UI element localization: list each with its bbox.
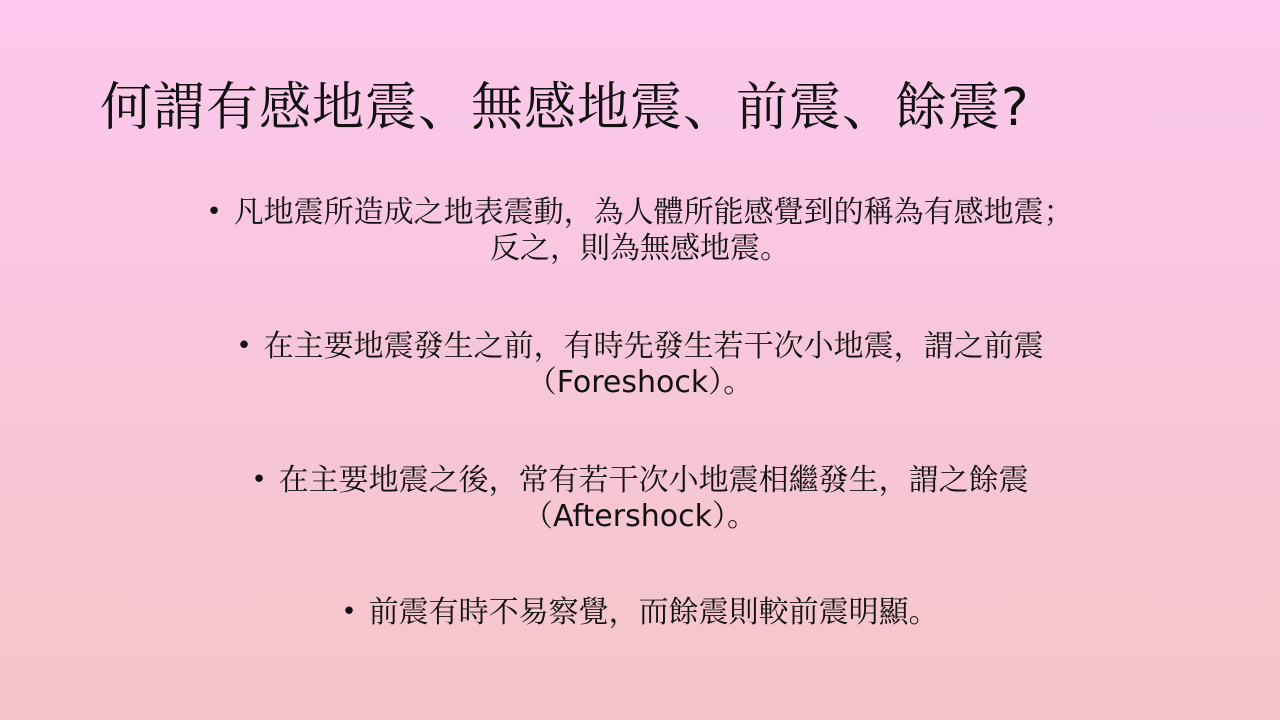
bullet-line-continuation: （Foreshock）。 xyxy=(526,365,754,400)
bullet-item-foreshock xyxy=(80,328,1200,401)
bullet-dot-icon: • xyxy=(236,331,252,361)
bullet-dot-icon: • xyxy=(206,197,222,227)
bullet-line xyxy=(80,594,1200,631)
bullet-line-continuation: （Aftershock）。 xyxy=(523,499,757,534)
bullet-line xyxy=(80,194,1200,231)
bullet-item-comparison xyxy=(80,594,1200,631)
bullet-text: 凡地震所造成之地表震動，為人體所能感覺到的稱為有感地震； xyxy=(233,195,1074,230)
bullet-text: 前震有時不易察覺，而餘震則較前震明顯。 xyxy=(368,595,939,630)
bullet-text: 在主要地震之後，常有若干次小地震相繼發生，謂之餘震 xyxy=(278,463,1029,498)
bullet-item-felt-earthquake xyxy=(80,194,1200,267)
bullet-line xyxy=(80,328,1200,365)
bullet-text: 在主要地震發生之前，有時先發生若干次小地震，謂之前震 xyxy=(263,329,1044,364)
bullet-dot-icon: • xyxy=(341,597,357,627)
slide-title: 何謂有感地震、無感地震、前震、餘震? xyxy=(100,78,1030,138)
bullet-dot-icon: • xyxy=(251,465,267,495)
bullet-line-continuation: 反之，則為無感地震。 xyxy=(490,231,790,266)
bullet-line xyxy=(80,462,1200,499)
bullet-item-aftershock xyxy=(80,462,1200,535)
